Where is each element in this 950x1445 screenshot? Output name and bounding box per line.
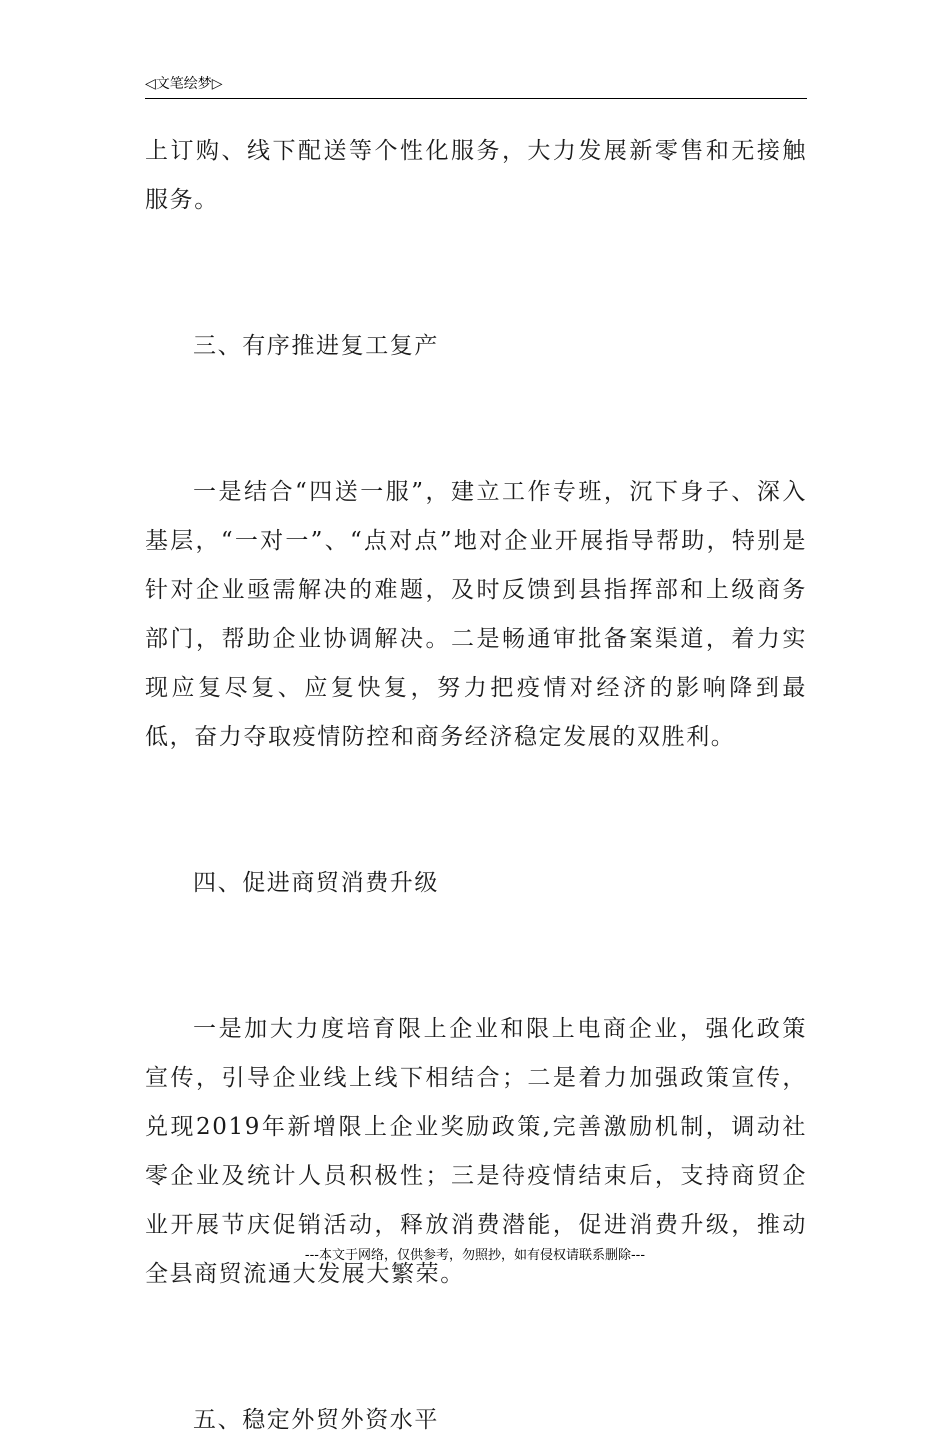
page-header	[145, 72, 807, 99]
left-triangle-icon: ◁	[145, 76, 156, 92]
section-4-paragraph: 一是加大力度培育限上企业和限上电商企业，强化政策宣传，引导企业线上线下相结合；二是着力加强政策宣传，兑现2019年新增限上企业奖励政策,完善激励机制，调动社零企业及统计人员积极性；三是待疫情结束后，支持商贸企业开展节庆促销活动，释放消费潜能，促进消费升级，推动全县商贸流通大发展大繁荣。	[145, 1016, 807, 1287]
section-heading-4: 四、促进商贸消费升级	[193, 870, 439, 896]
right-triangle-icon: ▷	[211, 76, 223, 92]
section-heading-3: 三、有序推进复工复产	[193, 333, 439, 359]
page-footer: ---本文于网络，仅供参考，勿照抄，如有侵权请联系删除---	[304, 1248, 646, 1263]
header-title: 文笔绘梦	[155, 76, 212, 92]
section-heading-5: 五、稳定外贸外资水平	[193, 1407, 439, 1433]
paragraph-continuation: 上订购、线下配送等个性化服务，大力发展新零售和无接触服务。	[145, 138, 807, 213]
section-3-paragraph: 一是结合“四送一服”，建立工作专班，沉下身子、深入基层，“一对一”、“点对点”地对企业开展指导帮助，特别是针对企业亟需解决的难题，及时反馈到县指挥部和上级商务部门，帮助企业协调解决。二是畅通审批备案渠道，着力实现应复尽复、应复快复，努力把疫情对经济的影响降到最低，奋力夺取疫情防控和商务经济稳定发展的双胜利。	[145, 479, 807, 750]
